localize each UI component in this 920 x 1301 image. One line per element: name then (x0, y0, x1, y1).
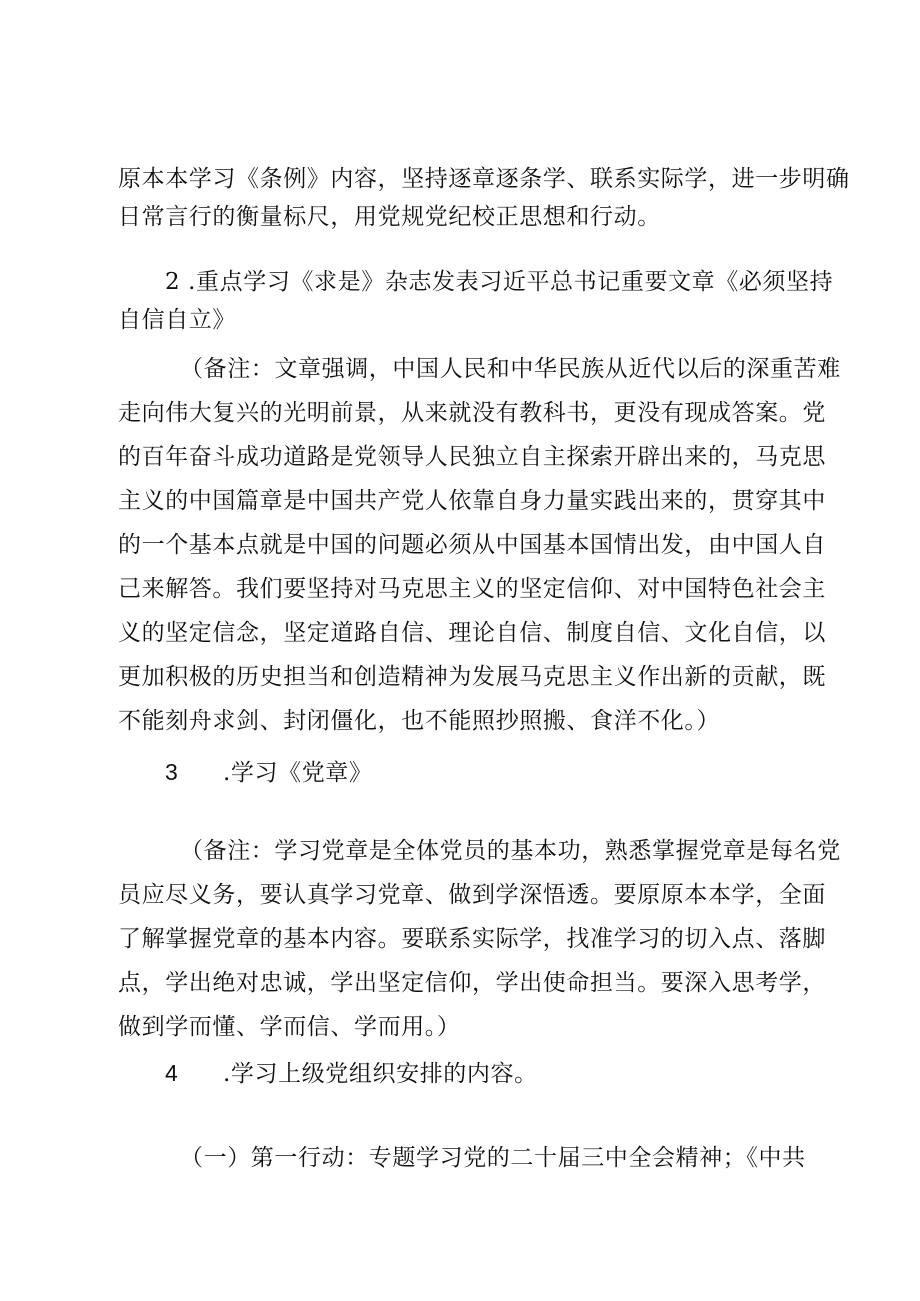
item-text: .学习《党章》 (223, 760, 373, 786)
item-number: 4 (165, 1060, 179, 1086)
section-heading-action: （一）第一行动：专题学习党的二十届三中全会精神；《中共 (180, 1145, 806, 1171)
text-line: 原本本学习《条例》内容，坚持逐章逐条学、联系实际学，进一步明确 (118, 166, 850, 192)
item-text: .学习上级党组织安排的内容。 (223, 1061, 538, 1087)
note-line: （备注：文章强调，中国人民和中华民族从近代以后的深重苦难 (180, 356, 841, 382)
section-heading-4 (165, 1058, 865, 1089)
note-line: 义的坚定信念，坚定道路自信、理论自信、制度自信、文化自信，以 (118, 620, 826, 646)
note-line: 的百年奋斗成功道路是党领导人民独立自主探索开辟出来的，马克思 (118, 444, 826, 470)
section-heading-3 (165, 757, 865, 788)
text-line: 自信自立》 (118, 307, 236, 333)
note-line: 己来解答。我们要坚持对马克思主义的坚定信仰、对中国特色社会主 (118, 576, 826, 602)
note-line: 做到学而懂、学而信、学而用。） (118, 1014, 461, 1040)
note-line: 了解掌握党章的基本内容。要联系实际学，找准学习的切入点、落脚 (118, 926, 826, 952)
note-line: （备注：学习党章是全体党员的基本功，熟悉掌握党章是每名党 (180, 838, 841, 864)
note-line: 点，学出绝对忠诚，学出坚定信仰，学出使命担当。要深入思考学， (118, 970, 826, 996)
note-line: 的一个基本点就是中国的问题必须从中国基本国情出发，由中国人自 (118, 532, 826, 558)
note-line: 走向伟大复兴的光明前景，从来就没有教科书，更没有现成答案。党 (118, 400, 826, 426)
note-line: 主义的中国篇章是中国共产党人依靠自身力量实践出来的，贯穿其中 (118, 488, 826, 514)
note-line: 员应尽义务，要认真学习党章、做到学深悟透。要原原本本学，全面 (118, 882, 826, 908)
note-line: 更加积极的历史担当和创造精神为发展马克思主义作出新的贡献，既 (118, 664, 826, 690)
text-line: 日常言行的衡量标尺，用党规党纪校正思想和行动。 (118, 204, 661, 230)
item-number: 3 (165, 759, 179, 785)
section-heading-2: 2 .重点学习《求是》杂志发表习近平总书记重要文章《必须坚持 (165, 269, 834, 295)
note-line: 不能刻舟求剑、封闭僵化，也不能照抄照搬、食洋不化。） (118, 708, 721, 734)
